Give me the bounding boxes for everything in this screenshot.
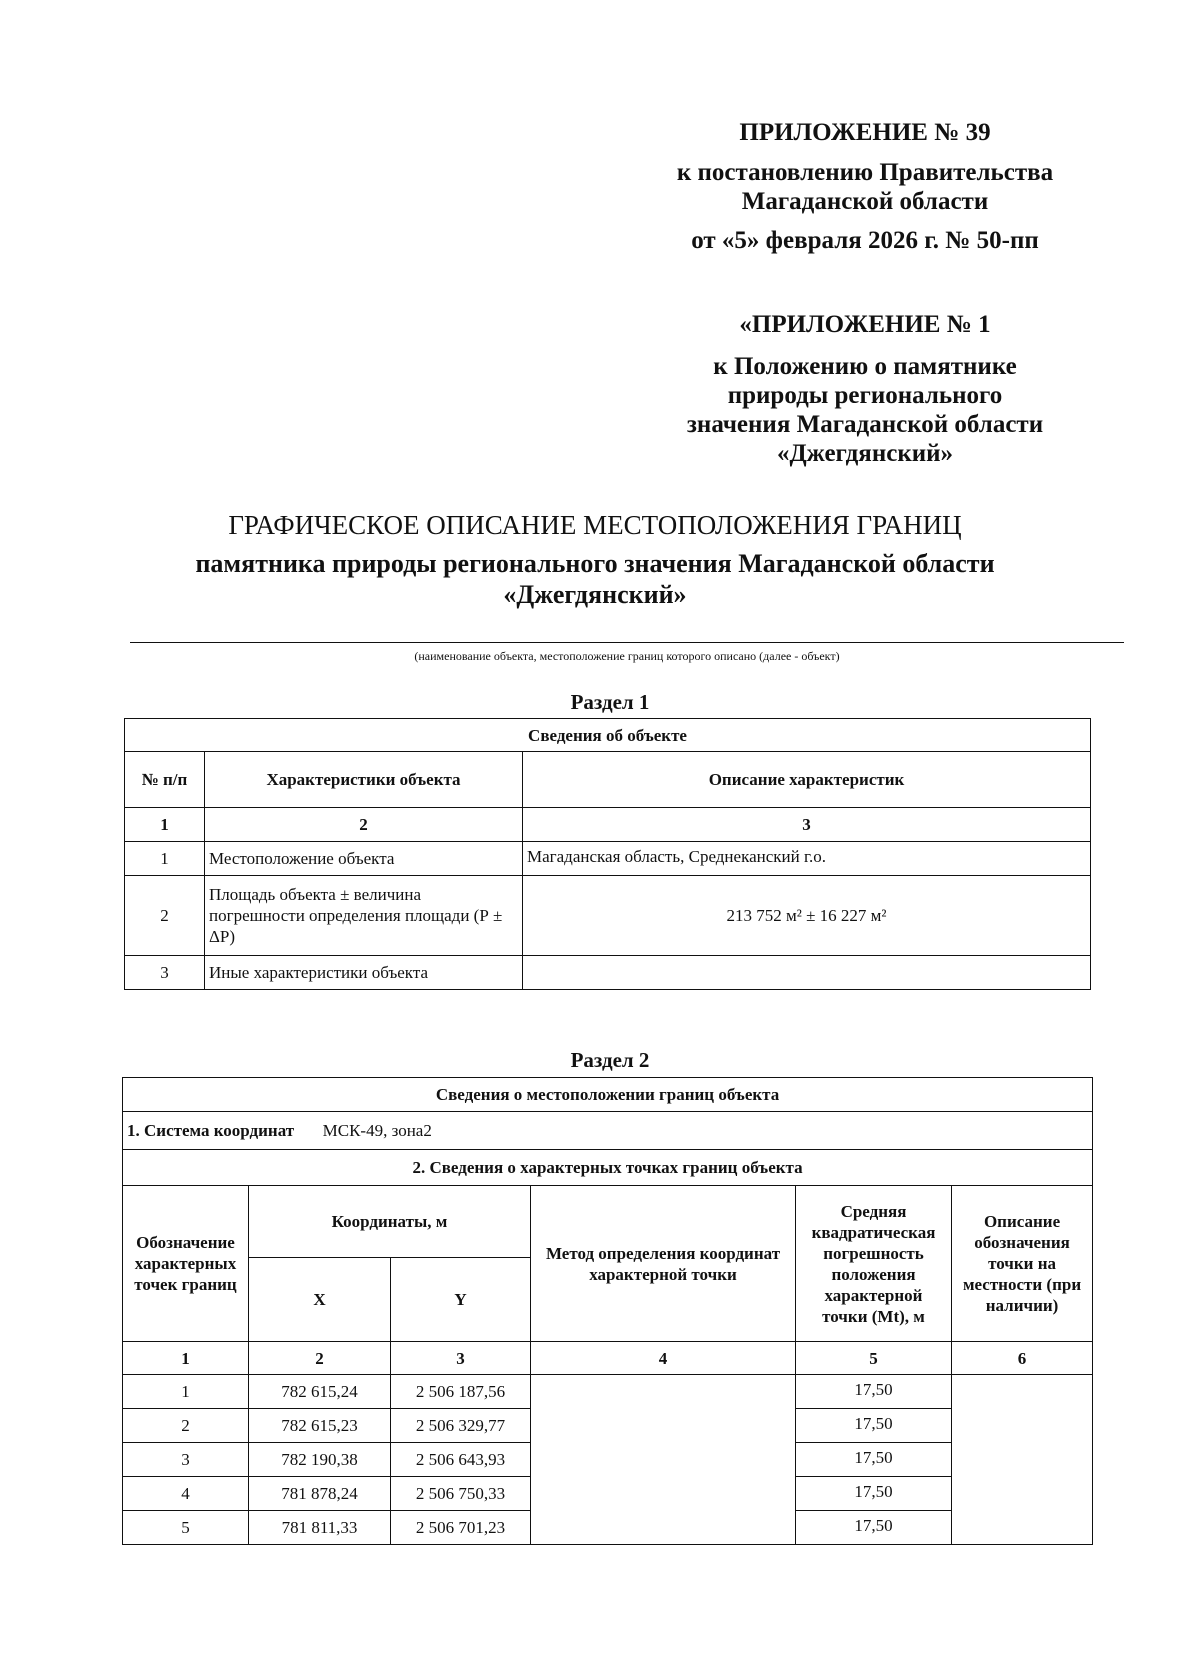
method-cell: [531, 1375, 796, 1545]
row-characteristic: Местоположение объекта: [205, 842, 523, 876]
appendix-line-3: от «5» февраля 2026 г. № 50-пп: [691, 227, 1039, 254]
nested-line-3: значения Магаданской области: [686, 411, 1044, 438]
title-underline: [130, 642, 1124, 643]
point-error: 17,50: [796, 1477, 952, 1511]
section2-caption: Сведения о местоположении границ объекта: [123, 1078, 1093, 1112]
index-cell: 2: [205, 808, 523, 842]
point-y: 2 506 643,93: [391, 1443, 531, 1477]
subtitle-line-1: памятника природы регионального значения Магаданской области: [195, 549, 995, 578]
point-description-cell: [952, 1375, 1093, 1545]
point-x: 781 878,24: [249, 1477, 391, 1511]
point-x: 782 190,38: [249, 1443, 391, 1477]
coordinate-system-label: 1. Система координат: [127, 1121, 295, 1140]
appendix-line-2: Магаданской области: [741, 188, 989, 215]
index-cell: 1: [123, 1342, 249, 1375]
col-x-header: X: [249, 1258, 391, 1342]
index-cell: 1: [125, 808, 205, 842]
row-description: Магаданская область, Среднеканский г.о.: [523, 842, 1091, 876]
table-row: [125, 842, 1091, 876]
points-caption: 2. Сведения о характерных точках границ объекта: [123, 1150, 1093, 1186]
point-x: 782 615,23: [249, 1409, 391, 1443]
point-x: 782 615,24: [249, 1375, 391, 1409]
nested-line-4: «Джегдянский»: [776, 440, 954, 467]
section2-heading: Раздел 2: [570, 1048, 650, 1072]
point-id: 3: [123, 1443, 249, 1477]
subtitle-line-2: «Джегдянский»: [503, 580, 687, 609]
index-cell: 4: [531, 1342, 796, 1375]
col-error-header: Средняя квадратическая погрешность положения характерной точки (Mt), м: [796, 1186, 952, 1342]
table-row: [123, 1375, 1093, 1409]
point-x: 781 811,33: [249, 1511, 391, 1545]
point-id: 5: [123, 1511, 249, 1545]
point-y: 2 506 187,56: [391, 1375, 531, 1409]
point-id: 2: [123, 1409, 249, 1443]
col-coords-header: Координаты, м: [249, 1186, 531, 1258]
table-row: [125, 876, 1091, 956]
row-characteristic: Площадь объекта ± величина погрешности определения площади (Р ± ΔР): [205, 876, 523, 956]
table-row: [125, 956, 1091, 990]
appendix-title: ПРИЛОЖЕНИЕ № 39: [739, 119, 991, 146]
nested-line-1: к Положению о памятнике: [713, 353, 1017, 380]
index-cell: 3: [391, 1342, 531, 1375]
col-point-header: Обозначение характерных точек границ: [123, 1186, 249, 1342]
row-number: 1: [125, 842, 205, 876]
row-number: 2: [125, 876, 205, 956]
document-title: ГРАФИЧЕСКОЕ ОПИСАНИЕ МЕСТОПОЛОЖЕНИЯ ГРАНИЦ: [228, 510, 962, 540]
section2-table: [122, 1077, 1093, 1545]
nested-appendix-title: «ПРИЛОЖЕНИЕ № 1: [739, 311, 991, 338]
index-cell: 5: [796, 1342, 952, 1375]
point-y: 2 506 701,23: [391, 1511, 531, 1545]
point-y: 2 506 750,33: [391, 1477, 531, 1511]
nested-line-2: природы регионального: [727, 382, 1003, 409]
col-char-header: Характеристики объекта: [205, 752, 523, 808]
index-cell: 3: [523, 808, 1091, 842]
point-id: 1: [123, 1375, 249, 1409]
section1-table: [124, 718, 1091, 990]
row-description: [523, 956, 1091, 990]
point-error: 17,50: [796, 1443, 952, 1477]
index-cell: 6: [952, 1342, 1093, 1375]
col-y-header: Y: [391, 1258, 531, 1342]
point-error: 17,50: [796, 1375, 952, 1409]
row-characteristic: Иные характеристики объекта: [205, 956, 523, 990]
appendix-line-1: к постановлению Правительства: [676, 159, 1054, 186]
section1-caption: Сведения об объекте: [125, 719, 1091, 752]
point-y: 2 506 329,77: [391, 1409, 531, 1443]
coordinate-system-row: [123, 1112, 1093, 1150]
title-note: (наименование объекта, местоположение границ которого описано (далее - объект): [414, 649, 840, 663]
document-subtitle: [90, 548, 1100, 610]
col-desc-header: Описание характеристик: [523, 752, 1091, 808]
col-desc-header: Описание обозначения точки на местности (при наличии): [952, 1186, 1093, 1342]
point-error: 17,50: [796, 1511, 952, 1545]
coordinate-system-value: МСК-49, зона2: [322, 1121, 432, 1140]
index-cell: 2: [249, 1342, 391, 1375]
point-error: 17,50: [796, 1409, 952, 1443]
section1-heading: Раздел 1: [570, 690, 650, 714]
col-method-header: Метод определения координат характерной точки: [531, 1186, 796, 1342]
row-description: 213 752 м² ± 16 227 м²: [523, 876, 1091, 956]
col-num-header: № п/п: [125, 752, 205, 808]
point-id: 4: [123, 1477, 249, 1511]
row-number: 3: [125, 956, 205, 990]
